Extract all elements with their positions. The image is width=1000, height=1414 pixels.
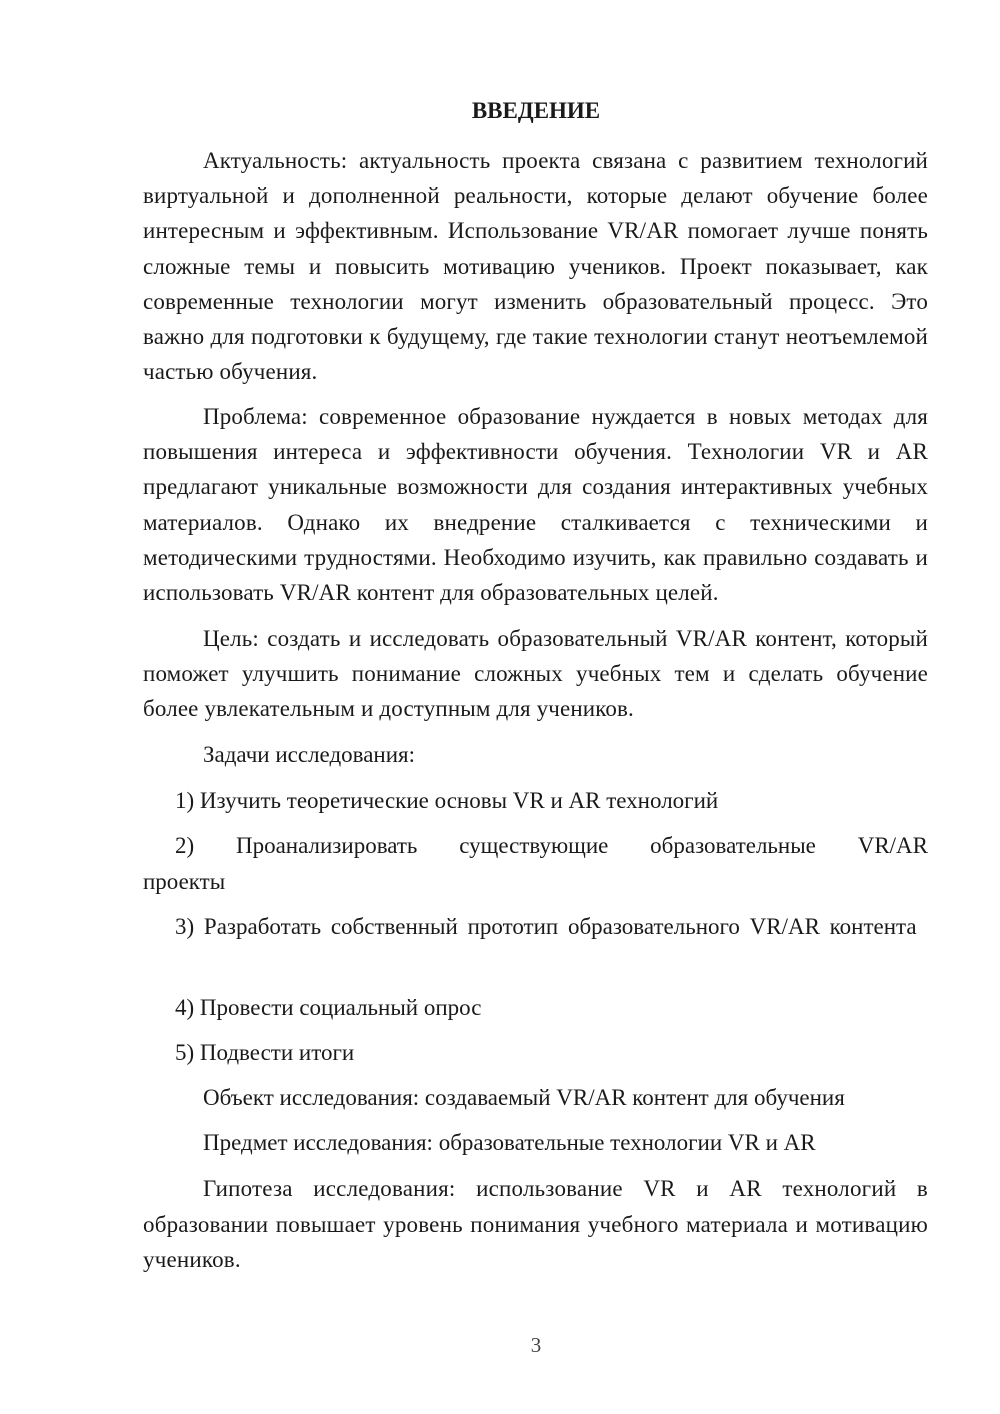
paragraph-subject: Предмет исследования: образовательные технологии VR и AR (203, 1130, 816, 1155)
task-item-1: 1) Изучить теоретические основы VR и AR технологий (175, 788, 719, 813)
paragraph-hypothesis: Гипотеза исследования: использование VR и AR технологий в образовании повышает уровень понимания учебного материала и мотивацию учеников. (143, 1176, 928, 1272)
task-item-3: 3) Разработать собственный прототип образовательного VR/AR контента (175, 914, 917, 939)
paragraph-relevance: Актуальность: актуальность проекта связана с развитием технологий виртуальной и дополненной реальности, которые делают обучение более интересным и эффективным. Использование VR/AR помогает лучше понять сложные темы и повысить мотивацию учеников. Проект показывает, как современные технологии могут изменить образовательный процесс. Это важно для подготовки к будущему, где такие технологии станут неотъемлемой частью обучения. (143, 148, 928, 385)
task-item-2: 2) Проанализировать существующие образовательные VR/AR проекты (143, 833, 928, 894)
paragraph-object: Объект исследования: создаваемый VR/AR контент для обучения (203, 1085, 845, 1110)
task-item-5: 5) Подвести итоги (175, 1040, 355, 1065)
page-number: 3 (530, 1333, 542, 1357)
task-item-4: 4) Провести социальный опрос (175, 995, 482, 1020)
paragraph-goal: Цель: создать и исследовать образовательный VR/AR контент, который поможет улучшить понимание сложных учебных тем и сделать обучение более увлекательным и доступным для учеников. (143, 626, 928, 722)
tasks-title: Задачи исследования: (203, 742, 416, 767)
section-heading: ВВЕДЕНИЕ (471, 98, 601, 123)
paragraph-problem: Проблема: современное образование нуждается в новых методах для повышения интереса и эффективности обучения. Технологии VR и AR предлагают уникальные возможности для создания интерактивных учебных материалов. Однако их внедрение сталкивается с техническими и методическими трудностями. Необходимо изучить, как правильно создавать и использовать VR/AR контент для образовательных целей. (143, 404, 928, 606)
